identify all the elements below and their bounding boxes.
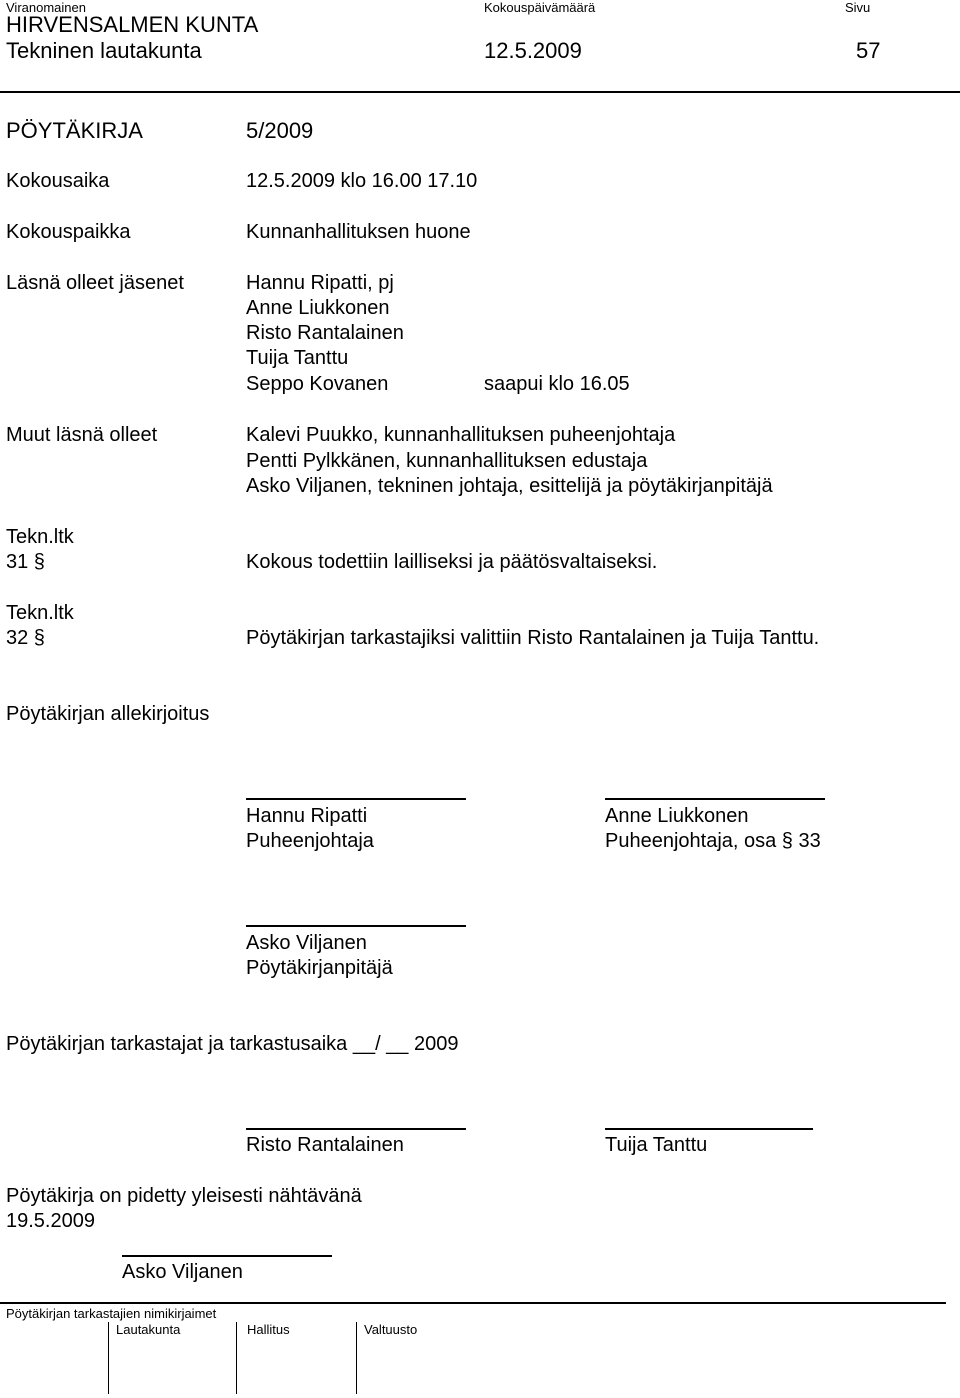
footer-title: Pöytäkirjan tarkastajien nimikirjaimet [6, 1306, 217, 1321]
meeting-place-label: Kokouspaikka [6, 221, 131, 243]
signer-role: Puheenjohtaja, osa § 33 [605, 830, 821, 852]
member-item: Anne Liukkonen [246, 297, 390, 319]
signature-line [246, 798, 466, 800]
members-label: Läsnä olleet jäsenet [6, 272, 184, 294]
header-rule [0, 91, 960, 93]
page-number: 57 [856, 38, 881, 63]
publication-date: 19.5.2009 [6, 1210, 95, 1232]
reviewer-name: Tuija Tanttu [605, 1134, 708, 1156]
footer-col-government: Hallitus [247, 1322, 290, 1337]
signer-name: Anne Liukkonen [605, 805, 749, 827]
publication-text: Pöytäkirja on pidetty yleisesti nähtävänä [6, 1185, 362, 1207]
section-text: Pöytäkirjan tarkastajiksi valittiin Risto Rantalainen ja Tuija Tanttu. [246, 627, 820, 649]
other-attendee: Asko Viljanen, tekninen johtaja, esittelijä ja pöytäkirjanpitäjä [246, 475, 773, 497]
reviewer-name: Risto Rantalainen [246, 1134, 404, 1156]
footer-divider [236, 1322, 237, 1394]
member-item: Tuija Tanttu [246, 347, 349, 369]
section-ref-body: Tekn.ltk [6, 602, 74, 624]
section-ref-number: 32 § [6, 627, 45, 649]
signature-line [122, 1255, 332, 1257]
footer-col-council: Valtuusto [364, 1322, 418, 1337]
footer-rule [0, 1302, 946, 1304]
footer-divider [356, 1322, 357, 1394]
signer-role: Puheenjohtaja [246, 830, 374, 852]
minutes-number: 5/2009 [246, 118, 314, 143]
meeting-time-label: Kokousaika [6, 170, 110, 192]
signer-name: Asko Viljanen [246, 932, 367, 954]
header-label-date: Kokouspäivämäärä [484, 0, 596, 15]
member-arrival-note: saapui klo 16.05 [484, 373, 630, 395]
organization-name: HIRVENSALMEN KUNTA [6, 12, 259, 37]
footer-col-board: Lautakunta [116, 1322, 181, 1337]
signature-line [246, 925, 466, 927]
header-label-page: Sivu [845, 0, 871, 15]
signature-line [605, 1128, 813, 1130]
other-attendee: Kalevi Puukko, kunnanhallituksen puheenjohtaja [246, 424, 676, 446]
section-ref-body: Tekn.ltk [6, 526, 74, 548]
section-text: Kokous todettiin lailliseksi ja päätösvaltaiseksi. [246, 551, 658, 573]
signature-line [246, 1128, 466, 1130]
signer-name: Hannu Ripatti [246, 805, 368, 827]
minutes-label: PÖYTÄKIRJA [6, 118, 143, 143]
other-attendee: Pentti Pylkkänen, kunnanhallituksen edustaja [246, 450, 648, 472]
section-ref-number: 31 § [6, 551, 45, 573]
member-item: Risto Rantalainen [246, 322, 404, 344]
meeting-place-value: Kunnanhallituksen huone [246, 221, 471, 243]
member-item: Hannu Ripatti, pj [246, 272, 394, 294]
others-label: Muut läsnä olleet [6, 424, 158, 446]
committee-name: Tekninen lautakunta [6, 38, 202, 63]
meeting-date: 12.5.2009 [484, 38, 582, 63]
review-heading: Pöytäkirjan tarkastajat ja tarkastusaika __/ __ 2009 [6, 1033, 459, 1055]
signatures-heading: Pöytäkirjan allekirjoitus [6, 703, 210, 725]
header-label-authority: Viranomainen [6, 0, 86, 15]
signer-role: Pöytäkirjanpitäjä [246, 957, 393, 979]
meeting-time-value: 12.5.2009 klo 16.00 17.10 [246, 170, 478, 192]
publication-signer: Asko Viljanen [122, 1261, 243, 1283]
member-item: Seppo Kovanen [246, 373, 389, 395]
footer-divider [108, 1322, 109, 1394]
signature-line [605, 798, 825, 800]
